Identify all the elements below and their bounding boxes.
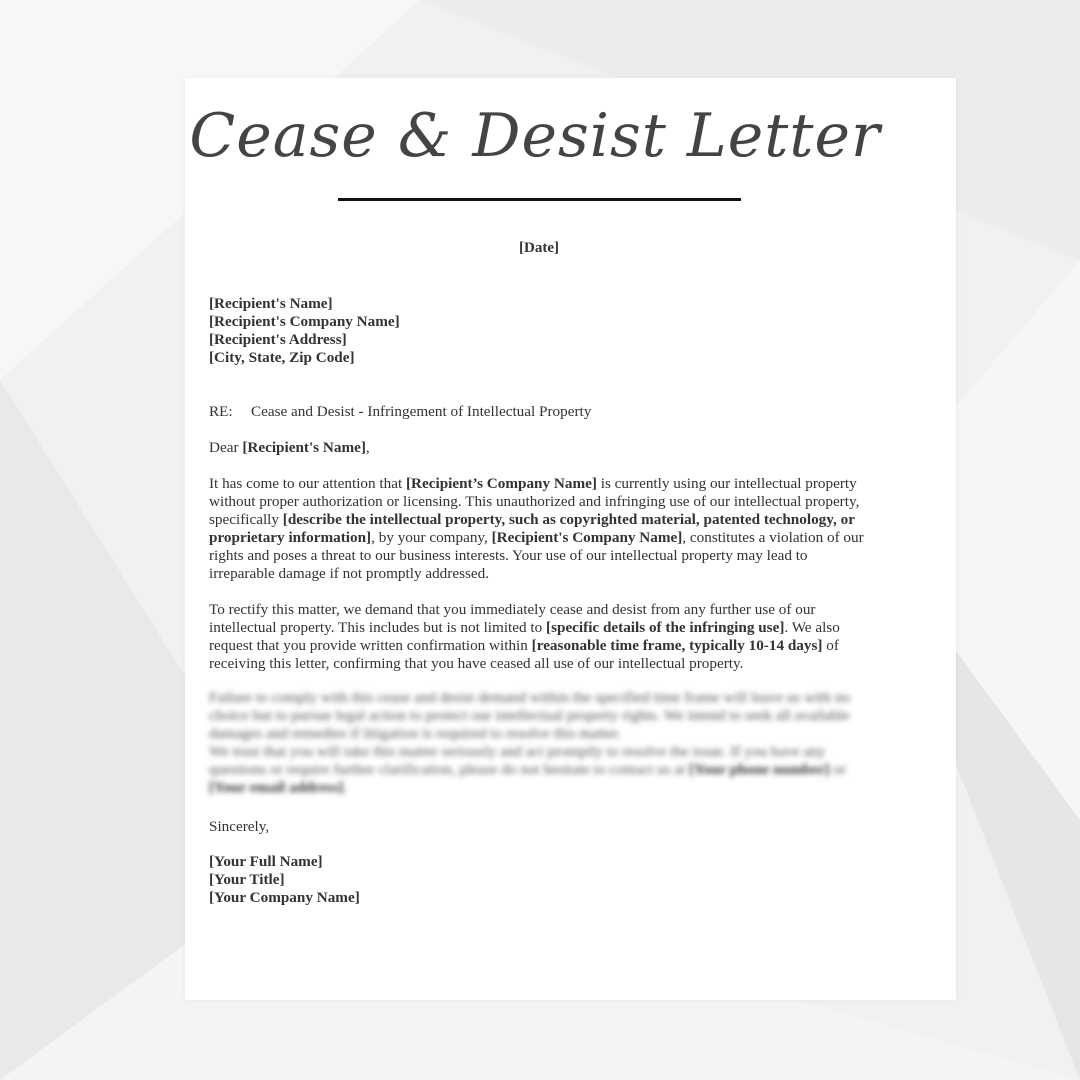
p1-bold-3: [Recipient's Company Name] (491, 529, 683, 546)
p3-text-2: We trust that you will take this matter seriously and act promptly to resolve the issue. If you have any questions or require further clarification, please do not hesitate to contact us at (209, 743, 826, 778)
recipient-address: [Recipient's Address] (209, 331, 347, 348)
title-underline (338, 198, 741, 201)
p1-bold-2: [describe the intellectual property, such as copyrighted material, patented technology, or proprietary information] (209, 511, 855, 546)
body-paragraph-1 (209, 475, 869, 583)
p3-text-1: Failure to comply with this cease and desist demand within the specified time frame will leave us with no choice but to pursue legal action to protect our intellectual property rights. We intend to seek all available damages and remedies if litigation is required to resolve this matter. (209, 689, 851, 742)
p1-bold-1: [Recipient’s Company Name] (405, 475, 597, 492)
subject-line (209, 403, 869, 421)
recipient-address-block (209, 295, 869, 367)
sender-title: [Your Title] (209, 871, 285, 888)
greeting-suffix: , (365, 439, 370, 456)
p2-text-1: To rectify this matter, we demand that you immediately cease and desist from any further use of our intellectual property. This includes but is not limited to (209, 601, 816, 636)
recipient-city-state-zip: [City, State, Zip Code] (209, 349, 355, 366)
sender-company: [Your Company Name] (209, 889, 360, 906)
sender-full-name: [Your Full Name] (209, 853, 323, 870)
body-paragraph-2 (209, 601, 869, 673)
greeting-prefix: Dear (209, 439, 239, 456)
date-placeholder: [Date] (519, 240, 559, 256)
re-subject: Cease and Desist - Infringement of Intellectual Property (251, 403, 592, 420)
closing: Sincerely, (209, 818, 270, 835)
letter-title (189, 90, 881, 180)
p3-text-4: . (343, 779, 348, 796)
recipient-company: [Recipient's Company Name] (209, 313, 400, 330)
greeting-name: [Recipient's Name] (242, 439, 366, 456)
p2-bold-1: [specific details of the infringing use] (546, 619, 785, 636)
svg-text:Cease & Desist Letter: Cease & Desist Letter (189, 101, 881, 171)
signature-block (209, 853, 869, 907)
p1-text-1: It has come to our attention that (209, 475, 406, 492)
p3-bold-2: [Your email address] (209, 779, 344, 796)
p1-text-2: is currently using our intellectual property without proper authorization or licensing. This unauthorized and infringing use of our intellectual property, specifically (209, 475, 860, 528)
letter-page (185, 78, 956, 1000)
recipient-name: [Recipient's Name] (209, 295, 333, 312)
greeting (209, 439, 869, 457)
p3-bold-1: [Your phone number] (688, 761, 830, 778)
p3-text-3: or (829, 761, 847, 778)
blurred-paragraph (209, 689, 869, 797)
p2-text-2: . We also request that you provide written confirmation within (209, 619, 840, 654)
p1-text-3: , by your company, (371, 529, 492, 546)
p2-bold-2: [reasonable time frame, typically 10-14 days] (531, 637, 823, 654)
p1-text-4: , constitutes a violation of our rights and poses a threat to our business interests. Your use of our intellectual property may lead to irreparable damage if not promptly addressed. (209, 529, 864, 582)
re-label: RE: (209, 403, 233, 420)
p2-text-3: of receiving this letter, confirming that you have ceased all use of our intellectual property. (209, 637, 839, 672)
